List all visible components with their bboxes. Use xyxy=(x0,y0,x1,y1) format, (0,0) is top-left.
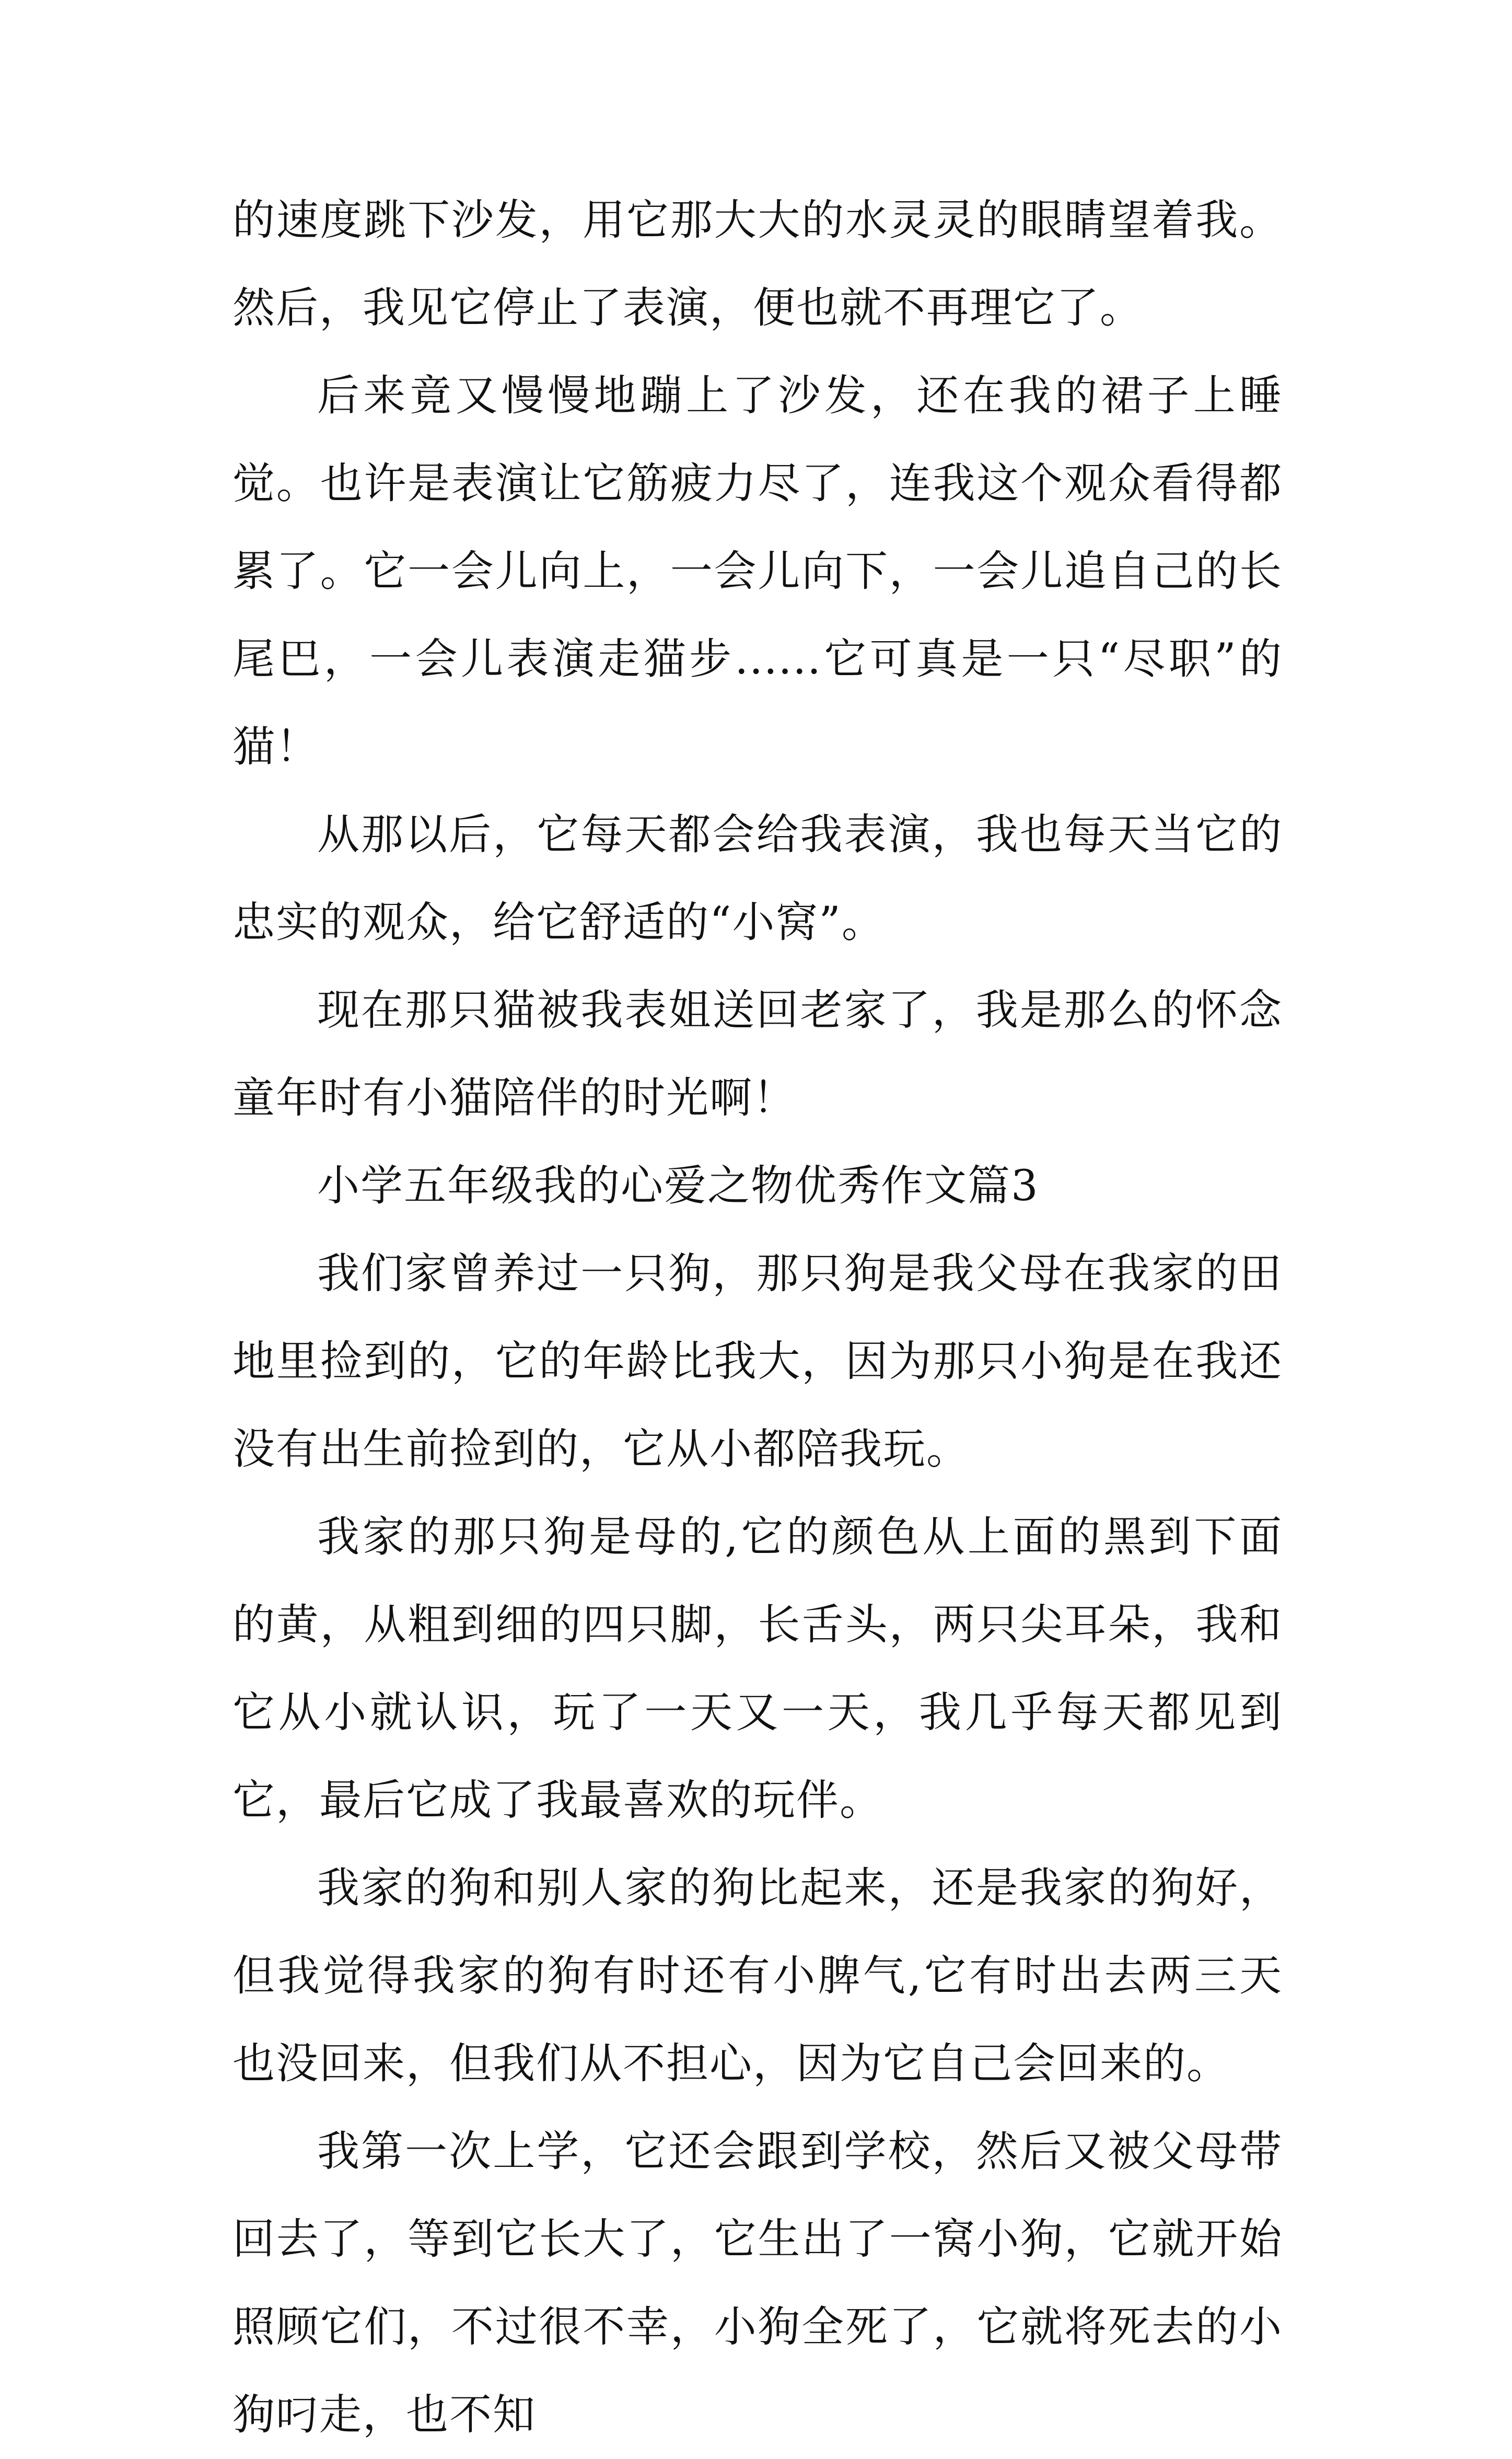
paragraph: 现在那只猫被我表姐送回老家了，我是那么的怀念童年时有小猫陪伴的时光啊！ xyxy=(232,986,1283,1123)
paragraph: 我第一次上学，它还会跟到学校，然后又被父母带回去了，等到它长大了，它生出了一窝小狗，它就开始照顾它们，不过很不幸，小狗全死了，它就将死去的小狗叼走，也不知 xyxy=(232,2127,1283,2440)
paragraph-continuation: 的速度跳下沙发，用它那大大的水灵灵的眼睛望着我。然后，我见它停止了表演，便也就不再理它了。 xyxy=(232,196,1283,333)
document-body xyxy=(232,177,1283,2459)
paragraph: 我家的那只狗是母的,它的颜色从上面的黑到下面的黄，从粗到细的四只脚，长舌头，两只尖耳朵，我和它从小就认识，玩了一天又一天，我几乎每天都见到它，最后它成了我最喜欢的玩伴。 xyxy=(232,1513,1283,1825)
paragraph: 后来竟又慢慢地蹦上了沙发，还在我的裙子上睡觉。也许是表演让它筋疲力尽了，连我这个观众看得都累了。它一会儿向上，一会儿向下，一会儿追自己的长尾巴，一会儿表演走猫步......它可真是一只“尽职”的猫！ xyxy=(232,372,1283,772)
paragraph: 我家的狗和别人家的狗比起来，还是我家的狗好，但我觉得我家的狗有时还有小脾气,它有时出去两三天也没回来，但我们从不担心，因为它自己会回来的。 xyxy=(232,1864,1283,2089)
section-heading: 小学五年级我的心爱之物优秀作文篇3 xyxy=(317,1162,1039,1211)
paragraph: 我们家曾养过一只狗，那只狗是我父母在我家的田地里捡到的，它的年龄比我大，因为那只小狗是在我还没有出生前捡到的，它从小都陪我玩。 xyxy=(232,1249,1283,1474)
paragraph: 从那以后，它每天都会给我表演，我也每天当它的忠实的观众，给它舒适的“小窝”。 xyxy=(232,810,1283,947)
